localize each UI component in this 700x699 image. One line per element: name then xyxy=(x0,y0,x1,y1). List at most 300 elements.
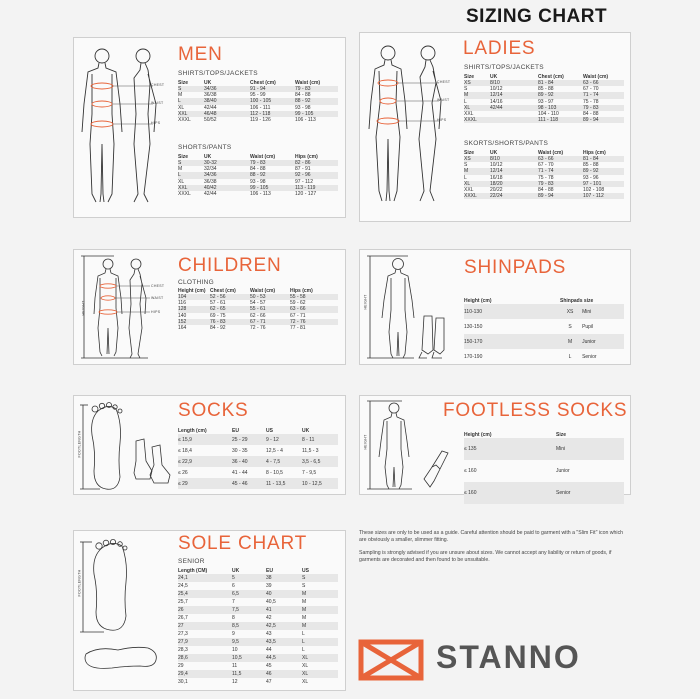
table-row xyxy=(178,434,338,445)
table-cell: XS xyxy=(464,80,471,87)
men-shorts-table xyxy=(178,154,338,197)
table-cell: 81 - 84 xyxy=(583,156,599,163)
table-cell: 8 xyxy=(232,615,235,621)
table-cell: 36/38 xyxy=(204,178,217,185)
table-header: Size xyxy=(556,432,567,438)
table-cell: 71 - 74 xyxy=(583,92,599,99)
men-panel xyxy=(73,37,346,218)
table-cell: S xyxy=(464,162,468,169)
table-cell: 10/12 xyxy=(490,86,503,93)
table-cell: XL xyxy=(302,671,309,677)
table-cell: 36/38 xyxy=(204,92,217,99)
table-cell: S xyxy=(568,323,572,330)
table-cell: 27,3 xyxy=(178,631,188,637)
table-cell: L xyxy=(178,98,181,105)
table-cell: 28,3 xyxy=(178,647,188,653)
table-cell: 12/14 xyxy=(490,168,503,175)
table-row xyxy=(178,574,338,582)
table-cell: XXXL xyxy=(464,193,477,200)
table-cell: XXL xyxy=(464,111,474,118)
table-cell: 10/12 xyxy=(490,162,503,169)
table-cell: 104 - 110 xyxy=(538,111,559,118)
table-cell: 63 - 66 xyxy=(583,80,599,87)
table-cell: 79 - 83 xyxy=(538,180,554,187)
table-cell: L xyxy=(302,639,305,645)
table-header: Hips (cm) xyxy=(290,288,313,294)
table-header: UK xyxy=(232,568,240,574)
table-cell: 112 - 118 xyxy=(250,110,271,117)
table-cell: 81 - 84 xyxy=(538,80,554,87)
table-cell: 25,7 xyxy=(178,599,188,605)
table-cell: 76 - 83 xyxy=(210,318,226,325)
table-cell: S xyxy=(178,160,182,167)
table-cell: 113 - 119 xyxy=(295,184,316,191)
table-cell: 7,5 xyxy=(232,607,239,613)
table-cell: 6 xyxy=(232,583,235,589)
children-figure-illustration xyxy=(78,254,172,362)
table-header: Height (cm) xyxy=(464,298,492,304)
table-cell: 67 - 71 xyxy=(250,318,266,325)
table-cell: M xyxy=(302,591,307,597)
table-cell: L xyxy=(568,353,572,360)
table-cell: 27 xyxy=(178,623,184,629)
table-header: UK xyxy=(204,80,212,86)
table-cell: 7 - 9,5 xyxy=(302,469,317,476)
table-cell: 79 - 83 xyxy=(583,104,599,111)
table-cell: 50/52 xyxy=(204,117,217,124)
table-cell: 95 - 99 xyxy=(250,92,266,99)
table-cell: ≤ 29 xyxy=(178,480,188,487)
table-cell: S xyxy=(302,583,306,589)
table-cell: 8,5 xyxy=(232,623,239,629)
table-cell: XXL xyxy=(178,110,188,117)
table-cell: S xyxy=(302,575,306,581)
table-header: Waist (cm) xyxy=(295,80,321,86)
table-cell: 8/10 xyxy=(490,80,500,87)
table-cell: 30 - 35 xyxy=(232,447,248,454)
table-cell: 140 xyxy=(178,312,187,319)
table-cell: 164 xyxy=(178,325,187,332)
children-table xyxy=(178,288,338,331)
table-cell: 24,5 xyxy=(178,583,188,589)
table-cell: 40,5 xyxy=(266,599,276,605)
footless-socks-table xyxy=(464,428,624,504)
table-cell: 47 xyxy=(266,679,272,685)
table-cell: 45 - 46 xyxy=(232,480,248,487)
table-cell: 9 xyxy=(232,631,235,637)
table-cell: 55 - 61 xyxy=(250,306,266,313)
table-cell: XL xyxy=(178,104,185,111)
table-cell: 3,5 - 6,5 xyxy=(302,458,321,465)
table-header: Size xyxy=(178,80,189,86)
table-cell: 98 - 103 xyxy=(538,104,557,111)
table-cell: 24,1 xyxy=(178,575,188,581)
table-cell: 120 - 127 xyxy=(295,191,317,198)
table-cell: XXXL xyxy=(178,117,191,124)
children-clothing-label: CLOTHING xyxy=(178,279,214,286)
table-cell: M xyxy=(178,92,183,99)
table-row xyxy=(464,304,624,319)
table-cell: ≤ 15,9 xyxy=(178,436,192,443)
table-cell: 88 - 92 xyxy=(250,172,266,179)
table-row xyxy=(178,117,338,123)
shinpads-fig-label-height: HEIGHT xyxy=(363,294,368,310)
ladies-figure-illustration xyxy=(364,41,456,213)
table-cell: 34/36 xyxy=(204,86,217,93)
children-fig-label-hips: HIPS xyxy=(151,310,161,314)
table-cell: 8 - 11 xyxy=(302,436,315,443)
ladies-fig-label-hips: HIPS xyxy=(437,118,447,122)
table-cell: XL xyxy=(302,655,309,661)
table-cell: 106 - 113 xyxy=(250,191,271,198)
table-cell: 39 xyxy=(266,583,272,589)
table-cell: 99 - 105 xyxy=(250,184,269,191)
table-cell: 106 - 111 xyxy=(250,104,271,111)
table-cell: 12,5 - 4 xyxy=(266,447,283,454)
table-cell: 110-130 xyxy=(464,308,482,315)
table-cell: S xyxy=(178,86,182,93)
table-cell: ≤ 160 xyxy=(464,490,477,496)
table-cell: 14/16 xyxy=(490,98,503,105)
page-title: SIZING CHART xyxy=(466,6,608,27)
table-row xyxy=(178,598,338,606)
shinpads-panel xyxy=(359,249,631,365)
table-row xyxy=(464,349,624,364)
table-cell: Junior xyxy=(582,338,596,345)
table-cell: 84 - 92 xyxy=(210,325,226,332)
ladies-fig-label-chest: CHEST xyxy=(437,80,451,84)
table-cell: 11,5 xyxy=(232,671,242,677)
stanno-logo-mark xyxy=(361,642,421,678)
table-header: Height (cm) xyxy=(464,432,492,438)
table-cell: ≤ 160 xyxy=(464,468,477,474)
table-row xyxy=(178,630,338,638)
table-cell: 6,5 xyxy=(232,591,239,597)
table-cell: 46 xyxy=(266,671,272,677)
table-cell: 97 - 101 xyxy=(583,180,602,187)
table-cell: 92 - 96 xyxy=(295,172,311,179)
table-cell: 38/40 xyxy=(204,98,217,105)
socks-table xyxy=(178,426,338,489)
table-cell: 63 - 66 xyxy=(538,156,554,163)
table-cell: 93 - 98 xyxy=(250,178,266,185)
table-cell: 72 - 76 xyxy=(290,318,306,325)
table-cell: L xyxy=(178,172,181,179)
table-header: UK xyxy=(204,154,212,160)
shinpads-table xyxy=(464,292,624,364)
table-row xyxy=(178,670,338,678)
men-shorts-label: SHORTS/PANTS xyxy=(178,144,232,151)
table-header: UK xyxy=(490,150,498,156)
table-cell: XS xyxy=(566,308,574,315)
table-cell: M xyxy=(302,599,307,605)
table-cell: 12 xyxy=(232,679,238,685)
ladies-panel xyxy=(359,32,631,222)
ladies-shirts-table xyxy=(464,74,624,123)
table-cell: 50 - 53 xyxy=(250,294,266,301)
table-cell: 25 - 29 xyxy=(232,436,248,443)
table-cell: M xyxy=(302,615,307,621)
table-cell: 42/44 xyxy=(204,104,217,111)
table-cell: 42 xyxy=(266,615,272,621)
table-cell: M xyxy=(464,92,469,99)
table-header: Length (CM) xyxy=(178,568,208,574)
table-cell: 43,5 xyxy=(266,639,276,645)
table-cell: ≤ 135 xyxy=(464,446,477,452)
table-cell: 67 - 70 xyxy=(538,162,554,169)
table-cell: 88 - 92 xyxy=(295,98,311,105)
men-shirts-label: SHIRTS/TOPS/JACKETS xyxy=(178,70,258,77)
table-cell: 26 xyxy=(178,607,184,613)
table-cell: ≤ 26 xyxy=(178,469,188,476)
table-cell: 30,1 xyxy=(178,679,188,685)
table-cell: 89 - 92 xyxy=(583,168,599,175)
table-cell: 11 - 13,5 xyxy=(266,480,286,487)
table-cell: Pupil xyxy=(582,323,594,330)
table-row xyxy=(464,438,624,460)
table-cell: 111 - 118 xyxy=(538,117,559,124)
table-header: Size xyxy=(464,74,475,80)
table-cell: 128 xyxy=(178,306,187,313)
children-fig-label-height: HEIGHT xyxy=(81,300,86,316)
table-cell: 63 - 66 xyxy=(290,306,306,313)
table-cell: Mini xyxy=(582,308,592,315)
table-row xyxy=(178,445,338,456)
table-row xyxy=(178,325,338,331)
table-header: Chest (cm) xyxy=(538,74,564,80)
table-row xyxy=(178,662,338,670)
table-cell: 119 - 126 xyxy=(250,117,271,124)
table-cell: 42/44 xyxy=(490,104,503,111)
table-cell: 7 xyxy=(232,599,235,605)
table-header: Waist (cm) xyxy=(250,154,276,160)
socks-title: SOCKS xyxy=(178,400,249,421)
table-cell: 10,5 xyxy=(232,655,242,661)
table-cell xyxy=(490,117,538,123)
table-cell: XL xyxy=(464,180,471,187)
table-cell: 28,6 xyxy=(178,655,188,661)
table-cell: 10 - 12,5 xyxy=(302,480,322,487)
table-cell: 40/42 xyxy=(204,184,217,191)
table-cell: 25,4 xyxy=(178,591,188,597)
table-row xyxy=(464,482,624,504)
table-header: Chest (cm) xyxy=(210,288,236,294)
table-cell: M xyxy=(302,623,307,629)
table-header: Chest (cm) xyxy=(250,80,276,86)
table-cell: L xyxy=(464,174,467,181)
table-cell: 38 xyxy=(266,575,272,581)
sole-figure-illustration xyxy=(78,534,174,690)
table-cell: 130-150 xyxy=(464,323,483,330)
table-cell: 41 - 44 xyxy=(232,469,248,476)
table-row xyxy=(464,117,624,123)
ladies-shirts-label: SHIRTS/TOPS/JACKETS xyxy=(464,64,544,71)
table-header: Height (cm) xyxy=(178,288,206,294)
children-title: CHILDREN xyxy=(178,255,282,276)
men-shirts-table xyxy=(178,80,338,123)
table-cell: 93 - 98 xyxy=(295,104,311,111)
table-cell: 85 - 88 xyxy=(583,162,599,169)
table-cell: Senior xyxy=(582,353,597,360)
footless-fig-label-height: HEIGHT xyxy=(363,434,368,450)
table-row xyxy=(464,334,624,349)
table-cell: L xyxy=(302,647,305,653)
table-cell: 5 xyxy=(232,575,235,581)
table-cell: ≤ 22,9 xyxy=(178,458,192,465)
table-header: EU xyxy=(266,568,273,574)
table-row xyxy=(464,319,624,334)
table-cell: 9 - 12 xyxy=(266,436,279,443)
table-cell: 82 - 86 xyxy=(295,160,311,167)
footless-socks-panel xyxy=(359,395,631,495)
table-cell: 57 - 61 xyxy=(210,300,226,307)
table-row xyxy=(178,678,338,686)
table-cell: 59 - 62 xyxy=(290,300,306,307)
table-cell: 79 - 83 xyxy=(250,160,266,167)
table-cell: 32/34 xyxy=(204,166,217,173)
table-cell: 62 - 66 xyxy=(250,312,266,319)
shinpads-title: SHINPADS xyxy=(464,257,567,278)
table-cell: 77 - 81 xyxy=(290,325,306,332)
table-cell: 22/24 xyxy=(490,193,503,200)
table-cell: 11 xyxy=(232,663,238,669)
table-row xyxy=(178,622,338,630)
table-cell: XL xyxy=(178,178,185,185)
table-header: Waist (cm) xyxy=(583,74,609,80)
table-cell: Mini xyxy=(556,446,566,452)
table-cell: 27,9 xyxy=(178,639,188,645)
table-cell: 36 - 40 xyxy=(232,458,248,465)
table-row xyxy=(464,193,624,199)
table-header: Hips (cm) xyxy=(295,154,318,160)
socks-figure-illustration xyxy=(78,399,174,493)
table-header: Shinpads size xyxy=(560,298,594,304)
table-header: EU xyxy=(232,428,239,434)
table-cell: M xyxy=(302,607,307,613)
shinpads-figure-illustration xyxy=(364,254,458,362)
men-title: MEN xyxy=(178,44,223,65)
socks-fig-label-footlength: FOOTLENGTH xyxy=(77,430,82,458)
table-cell: 91 - 94 xyxy=(250,86,266,93)
sole-chart-table xyxy=(178,568,338,686)
table-cell: 84 - 88 xyxy=(583,111,599,118)
table-cell: 30-32 xyxy=(204,160,217,167)
table-cell: L xyxy=(302,631,305,637)
table-cell: 62 - 65 xyxy=(210,306,226,313)
table-row xyxy=(178,654,338,662)
table-cell: XL xyxy=(302,679,309,685)
men-figure-illustration xyxy=(78,44,170,214)
table-cell: 55 - 58 xyxy=(290,294,306,301)
table-cell: 12/14 xyxy=(490,92,503,99)
table-header: UK xyxy=(302,428,310,434)
table-row xyxy=(178,590,338,598)
table-cell: XXL xyxy=(464,187,474,194)
table-cell: XXXL xyxy=(178,191,191,198)
table-cell: 42/44 xyxy=(204,191,217,198)
table-cell: 107 - 112 xyxy=(583,193,604,200)
table-cell: 72 - 76 xyxy=(250,325,266,332)
table-cell: 85 - 88 xyxy=(538,86,554,93)
table-cell: 18/20 xyxy=(490,180,503,187)
table-header: Waist (cm) xyxy=(538,150,564,156)
table-cell: XXL xyxy=(178,184,188,191)
sole-fig-label-footlength: FOOTLENGTH xyxy=(77,569,82,597)
table-header: Length (cm) xyxy=(178,428,207,434)
table-cell: 84 - 88 xyxy=(295,92,311,99)
table-header: UK xyxy=(490,74,498,80)
table-cell: 4 - 7,5 xyxy=(266,458,281,465)
table-cell: ≤ 18,4 xyxy=(178,447,192,454)
table-cell: 54 - 57 xyxy=(250,300,266,307)
table-cell: 43 xyxy=(266,631,272,637)
table-header: US xyxy=(266,428,273,434)
ladies-shorts-label: SKORTS/SHORTS/PANTS xyxy=(464,140,549,147)
table-cell: 150-170 xyxy=(464,338,483,345)
table-cell: 75 - 78 xyxy=(538,174,554,181)
table-header: US xyxy=(302,568,309,574)
table-cell: 29,4 xyxy=(178,671,188,677)
table-cell: 79 - 83 xyxy=(295,86,311,93)
table-cell: S xyxy=(464,86,468,93)
children-fig-label-chest: CHEST xyxy=(151,284,165,288)
table-row xyxy=(178,467,338,478)
table-cell: 11,5 - 3 xyxy=(302,447,319,454)
table-header: Waist (cm) xyxy=(250,288,276,294)
table-cell: 170-190 xyxy=(464,353,483,360)
table-row xyxy=(178,478,338,489)
table-cell: XL xyxy=(464,104,471,111)
table-cell: L xyxy=(464,98,467,105)
table-cell: 89 - 94 xyxy=(538,193,554,200)
table-cell: XXXL xyxy=(464,117,477,124)
table-cell: 40 xyxy=(266,591,272,597)
disclaimer-note-1: These sizes are only to be used as a guide. Careful attention should be paid to garment with a "Slim Fit" icon which are obviously a smaller, slimmer fitting. xyxy=(359,530,624,543)
table-cell: 69 - 75 xyxy=(210,312,226,319)
table-header: Size xyxy=(178,154,189,160)
stanno-logo-icon xyxy=(358,639,424,681)
table-cell: 16/18 xyxy=(490,174,503,181)
disclaimer-note-2: Sampling is strongly advised if you are unsure about sizes. We cannot accept any liability or return of goods, if garments are decorated and then found to be unsuitable. xyxy=(359,550,612,563)
table-cell: 8 - 10,5 xyxy=(266,469,283,476)
table-cell: 100 - 105 xyxy=(250,98,272,105)
table-cell: 44 xyxy=(266,647,272,653)
table-cell: 75 - 78 xyxy=(583,98,599,105)
table-cell: 29 xyxy=(178,663,184,669)
table-row xyxy=(178,582,338,590)
table-cell: 89 - 92 xyxy=(538,92,554,99)
table-cell: 106 - 113 xyxy=(295,117,316,124)
table-row xyxy=(178,191,338,197)
table-cell: 26,7 xyxy=(178,615,188,621)
sole-chart-title: SOLE CHART xyxy=(178,533,308,554)
ladies-shorts-table xyxy=(464,150,624,199)
men-fig-label-waist: WAIST xyxy=(151,101,164,105)
table-cell: M xyxy=(178,166,183,173)
table-cell: 116 xyxy=(178,300,186,307)
ladies-title: LADIES xyxy=(463,38,536,59)
table-cell: 97 - 112 xyxy=(295,178,313,185)
table-cell: 89 - 94 xyxy=(583,117,599,124)
table-cell: 52 - 56 xyxy=(210,294,226,301)
table-cell: Senior xyxy=(556,490,571,496)
table-header: Size xyxy=(464,150,475,156)
table-cell: 104 xyxy=(178,294,187,301)
table-cell: 99 - 105 xyxy=(295,110,314,117)
table-row xyxy=(178,614,338,622)
table-cell: 34/36 xyxy=(204,172,217,179)
table-cell: 8/10 xyxy=(490,156,500,163)
